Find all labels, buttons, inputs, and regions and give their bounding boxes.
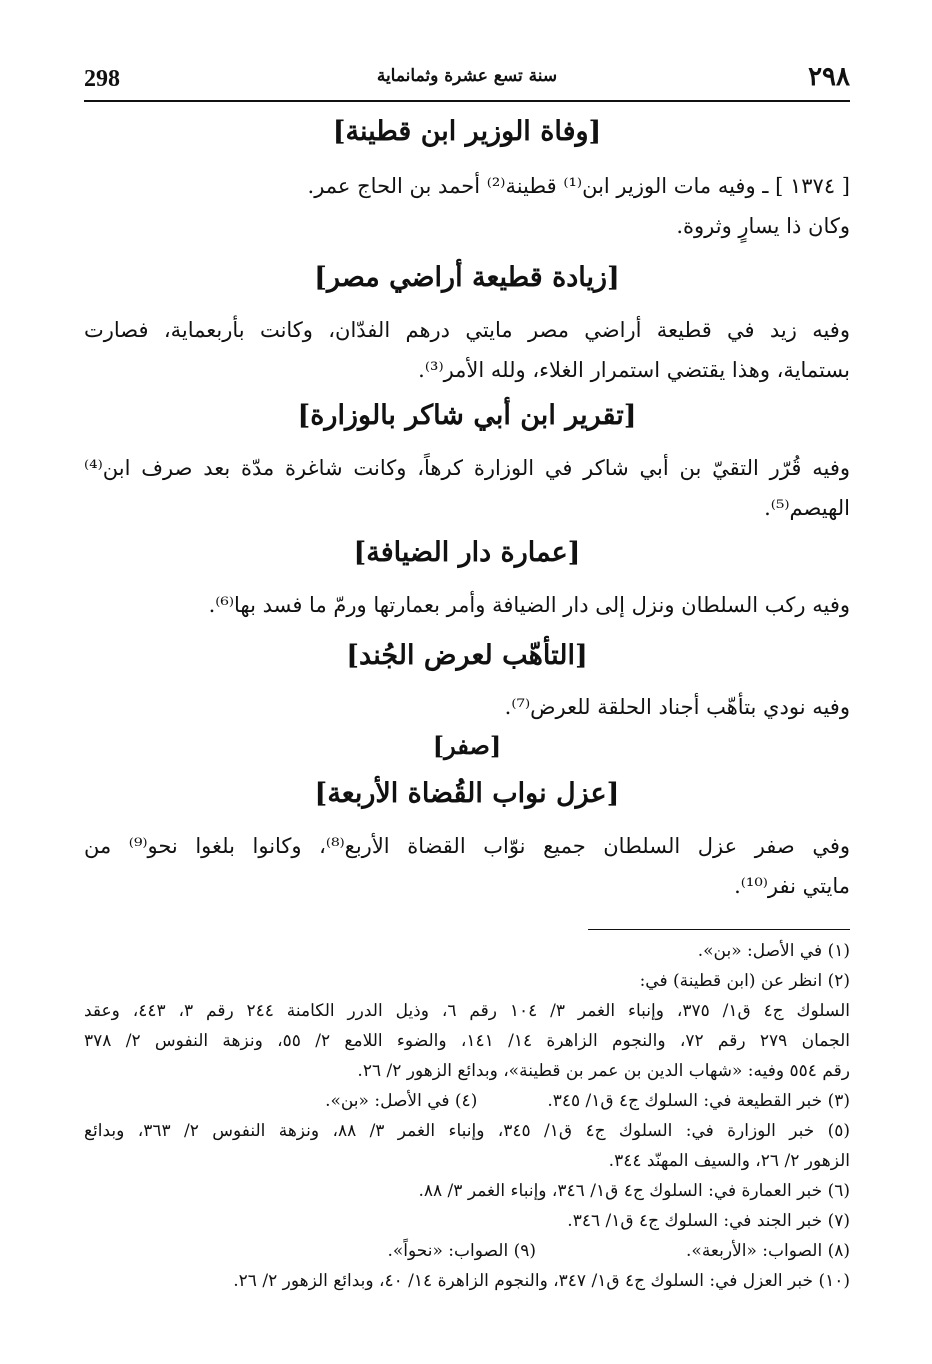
page-number-arabic: ٢٩٨	[808, 62, 850, 92]
footnote-row	[84, 1086, 850, 1116]
section-heading: [التأهّب لعرض الجُند]	[346, 640, 588, 671]
paragraph-line: بستماية، وهذا يقتضي استمرار الغلاء، ولله الأمر⁽³⁾.	[418, 358, 850, 382]
section-heading: [وفاة الوزير ابن قطينة]	[332, 116, 602, 147]
footnote-continuation: الزهور ٢/ ٢٦، والسيف المهنّد ٣٤٤.	[608, 1151, 850, 1171]
footnote: (٢) انظر عن (ابن قطينة) في:	[639, 971, 850, 991]
footnote: (٩) الصواب: «نحواً».	[387, 1241, 537, 1261]
section-paragraph	[84, 166, 850, 246]
footnote-continuation: السلوك ج٤ ق١/ ٣٧٥، وإنباء الغمر ٣/ ١٠٤ رقم ٦، وذيل الدرر الكامنة ٢٤٤ رقم ٣، ٤٤٣، وعقد	[84, 1001, 850, 1021]
running-title: سنة تسع عشرة وثمانماية	[376, 66, 558, 86]
footnote: (٣) خبر القطيعة في: السلوك ج٤ ق١/ ٣٤٥.	[547, 1091, 850, 1111]
section-heading: [تقرير ابن أبي شاكر بالوزارة]	[297, 400, 637, 431]
footnote-continuation: رقم ٥٥٤ وفيه: «شهاب الدين بن عمر بن قطينة»، وبدائع الزهور ٢/ ٢٦.	[357, 1061, 850, 1081]
paragraph-line: وفيه نودي بتأهّب أجناد الحلقة للعرض⁽⁷⁾.	[504, 695, 850, 719]
paragraph-line: الهيصم⁽⁵⁾.	[764, 496, 850, 520]
footnote: (١٠) خبر العزل في: السلوك ج٤ ق١/ ٣٤٧، والنجوم الزاهرة ١٤/ ٤٠، وبدائع الزهور ٢/ ٢٦.	[233, 1271, 850, 1291]
section-paragraph	[84, 448, 850, 528]
paragraph-line: وكان ذا يسارٍ وثروة.	[676, 214, 850, 238]
footnote: (٨) الصواب: «الأربعة».	[686, 1241, 850, 1261]
footnote: (٤) في الأصل: «بن».	[325, 1091, 478, 1111]
paragraph-line: مايتي نفر⁽¹⁰⁾.	[734, 874, 850, 898]
running-header	[84, 60, 850, 102]
footnote: (٦) خبر العمارة في: السلوك ج٤ ق١/ ٣٤٦، وإنباء الغمر ٣/ ٨٨.	[418, 1181, 850, 1201]
section-heading: [عمارة دار الضيافة]	[353, 537, 581, 568]
paragraph-line: [ ١٣٧٤ ] ـ وفيه مات الوزير ابن⁽¹⁾ قطينة⁽²⁾ أحمد بن الحاج عمر.	[307, 174, 850, 198]
section-paragraph	[84, 310, 850, 390]
footnote: (٧) خبر الجند في: السلوك ج٤ ق١/ ٣٤٦.	[567, 1211, 850, 1231]
paragraph-line: وفيه قُرّر التقيّ بن أبي شاكر في الوزارة كرهاً، وكانت شاغرة مدّة بعد صرف ابن⁽⁴⁾	[84, 456, 850, 480]
section-heading: [زيادة قطيعة أراضي مصر]	[314, 262, 620, 293]
page-number-latin: 298	[84, 66, 120, 92]
paragraph-line: وفي صفر عزل السلطان جميع نوّاب القضاة الأربع⁽⁸⁾، وكانوا بلغوا نحو⁽⁹⁾ من	[84, 834, 850, 858]
footnote-continuation: الجمان ٢٧٩ رقم ٧٢، والنجوم الزاهرة ١٤/ ١٤١، والضوء اللامع ٢/ ٥٥، ونزهة النفوس ٢/ ٣٧٨	[84, 1031, 851, 1051]
section-paragraph	[84, 585, 850, 625]
section-heading: [عزل نواب القُضاة الأربعة]	[314, 778, 620, 809]
month-heading: [صفر]	[432, 731, 502, 760]
footnote-divider	[588, 929, 850, 930]
footnotes	[84, 936, 850, 1296]
paragraph-line: وفيه زيد في قطيعة أراضي مصر مايتي درهم الفدّان، وكانت بأربعماية، فصارت	[84, 318, 850, 342]
footnote-row	[84, 1236, 850, 1266]
footnote: (١) في الأصل: «بن».	[697, 941, 850, 961]
footnote: (٥) خبر الوزارة في: السلوك ج٤ ق١/ ٣٤٥، وإنباء الغمر ٣/ ٨٨، ونزهة النفوس ٢/ ٣٦٣، وبدائع	[84, 1121, 850, 1141]
paragraph-line: وفيه ركب السلطان ونزل إلى دار الضيافة وأمر بعمارتها ورمّ ما فسد بها⁽⁶⁾.	[208, 593, 850, 617]
section-paragraph	[84, 826, 850, 906]
section-paragraph	[84, 687, 850, 727]
